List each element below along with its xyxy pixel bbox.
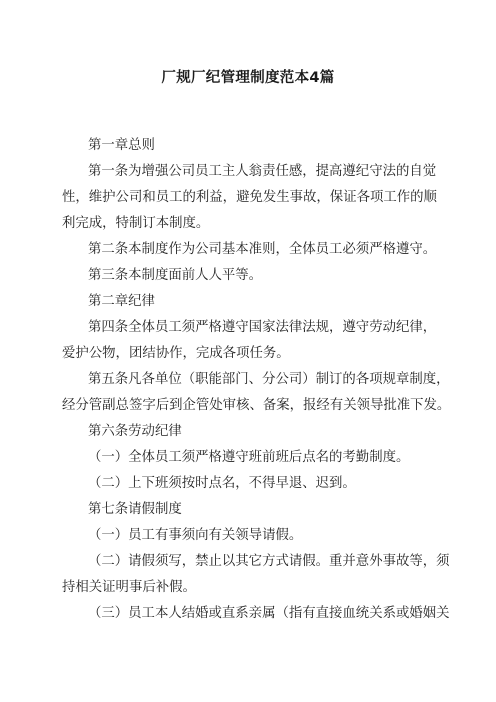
- text-line: 第五条凡各单位（职能部门、分公司）制订的各项规章制度，: [88, 372, 450, 387]
- text-line: 第二条本制度作为公司基本准则，全体员工必须严格遵守。: [88, 242, 437, 257]
- text-line: （二）上下班须按时点名，不得早退、迟到。: [88, 476, 356, 491]
- text-line: 第七条请假制度: [88, 502, 182, 517]
- document-title: 厂规厂纪管理制度范本4篇: [161, 70, 335, 86]
- text-line: 性，维护公司和员工的利益，避免发生事故，保证各项工作的顺: [62, 190, 437, 205]
- text-line: 第六条劳动纪律: [88, 424, 182, 439]
- text-line: 第二章纪律: [88, 294, 155, 309]
- text-line: 第三条本制度面前人人平等。: [88, 268, 263, 283]
- text-line: 利完成，特制订本制度。: [62, 216, 210, 231]
- text-line: 经分管副总签字后到企管处审核、备案，报经有关领导批准下发。: [62, 398, 451, 413]
- text-line: 持相关证明事后补假。: [62, 580, 196, 595]
- text-line: （一）全体员工须严格遵守班前班后点名的考勤制度。: [88, 450, 410, 465]
- text-line: 第四条全体员工须严格遵守国家法律法规，遵守劳动纪律，: [88, 320, 437, 335]
- text-line: 第一条为增强公司员工主人翁责任感，提高遵纪守法的自觉: [88, 164, 437, 179]
- text-line: 第一章总则: [88, 138, 155, 153]
- text-line: （一）员工有事须向有关领导请假。: [88, 528, 303, 543]
- text-line: （三）员工本人结婚或直系亲属（指有直接血统关系或婚姻关: [88, 606, 450, 621]
- text-line: 爱护公物，团结协作，完成各项任务。: [62, 346, 290, 361]
- text-line: （二）请假须写，禁止以其它方式请假。重并意外事故等，须: [88, 554, 450, 569]
